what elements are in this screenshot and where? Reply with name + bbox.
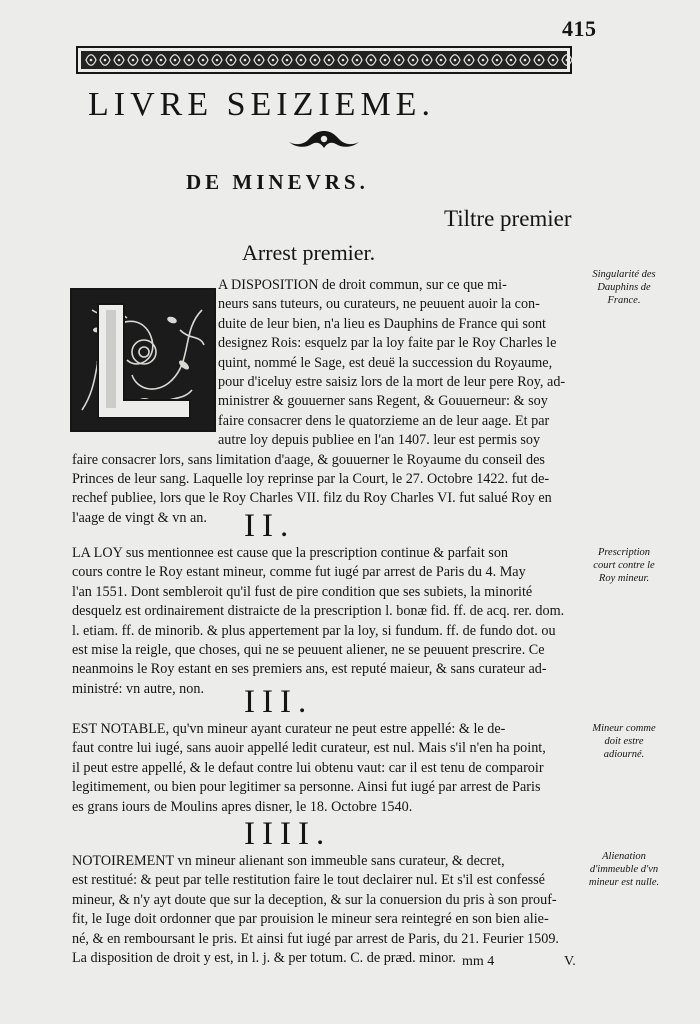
section-4-line: est restitué: & peut par telle restitution faire le tout declairer nul. Et s'il est confessé (72, 872, 545, 889)
section-3-line: es grans iours de Moulins apres disner, le 18. Octobre 1540. (72, 798, 413, 815)
section-1-line: rechef publiee, lors que le Roy Charles VII. filz du Roy Charles VI. fut salué Roy en (72, 490, 552, 507)
part-title: DE MINEVRS. (186, 170, 369, 194)
section-2-line: desquelz est ordinairement distraicte de la prescription l. bonæ fid. ff. de acq. rer. dom. (72, 603, 565, 620)
section-1-line: autre loy depuis publiee en l'an 1407. leur est permis soy (218, 432, 541, 449)
section-3-text (72, 720, 580, 817)
section-2-text (72, 544, 580, 699)
section-1-line: A DISPOSITION de droit commun, sur ce que mi- (218, 277, 507, 293)
section-1-line: faire consacrer dens le quatorzieme an de leur aage. Et par (218, 412, 550, 429)
title-label: Tiltre premier (444, 206, 572, 231)
section-3-line: faut contre lui iugé, sans auoir appellé ledit curateur, est nul. Mais s'il n'en ha point, (72, 740, 546, 757)
section-4-text (72, 852, 580, 968)
section-1-line: Princes de leur sang. Laquelle loy reprinse par la Court, le 27. Octobre 1422. fut de- (72, 471, 550, 488)
section-2-line: est mise la reigle, que choses, qui ne se peuuent aliener, ne se peuuent prescrire. Ce (72, 642, 545, 659)
section-4-line: mineur, & n'y ayt doute que sur la deception, & sur la conuersion du pris à son prouf- (72, 891, 557, 908)
headpiece-ornament (76, 46, 572, 74)
signature-mark: mm 4 (462, 954, 495, 969)
section-4-line: La disposition de droit y est, in l. j. & per totum. C. de præd. minor. (72, 950, 456, 967)
catchword: V. (564, 954, 576, 969)
section-2-line: cours contre le Roy estant mineur, comme fut iugé par arrest de Paris du 4. May (72, 564, 526, 581)
section-1-line: designez Rois: esquelz par la loy faite par le Roy Charles le (218, 335, 557, 352)
section-2-line: l. etiam. ff. de minorib. & plus appertement par la loy, si fundum. ff. de fundo dot. ou (72, 622, 556, 639)
section-1-line: faire consacrer lors, sans limitation d'aage, & gouuerner le Royaume du conseil des (72, 451, 545, 468)
section-1-line: neurs sans tuteurs, ou curateurs, ne peuuent auoir la con- (218, 296, 540, 313)
fleuron-ornament (286, 128, 362, 152)
section-2-line: l'an 1551. Dont sembleroit qu'il fust de pire condition que ses subiets, la minorité (72, 583, 533, 600)
section-4-line: né, & en remboursant le pris. Et ainsi fut iugé par arrest de Paris, du 21. Feurier 1509. (72, 930, 559, 947)
section-1-line: pour d'iceluy estre saisiz lors de la mort de leur pere Roy, ad- (218, 374, 566, 391)
section-1-line: l'aage de vingt & vn an. (72, 509, 207, 526)
section-1-line: quint, nommé le Sage, est deuë la succession du Royaume, (218, 354, 553, 371)
section-2-line: neanmoins le Roy estant en ses premiers ans, est reputé maieur, & sans curateur ad- (72, 661, 547, 678)
marginal-note-4: Alienation d'immeuble d'vn mineur est nulle. (588, 851, 660, 888)
section-2-line: ministré: vn autre, non. (72, 680, 204, 697)
section-2-line: LA LOY sus mentionnee est cause que la prescription continue & parfait son (72, 545, 509, 561)
section-4-numeral: IIII. (244, 816, 332, 852)
arrest-heading: Arrest premier. (242, 240, 376, 265)
section-2-numeral: II. (244, 508, 296, 544)
section-1-line: ministrer & gouuerner sans Regent, & Gouuerneur: & soy (218, 393, 548, 410)
section-3-numeral: III. (244, 684, 314, 720)
section-3-line: il peut estre appellé, & le defaut contre lui obtenu vaut: car il est tenu de comparoir (72, 759, 544, 776)
section-3-line: EST NOTABLE, qu'vn mineur ayant curateur ne peut estre appellé: & le de- (72, 721, 506, 737)
book-title: LIVRE SEIZIEME. (88, 86, 435, 123)
marginal-note-3: Mineur comme doit estre adiourné. (592, 723, 656, 760)
section-1-line: duite de leur bien, n'a lieu es Dauphins de France qui sont (218, 315, 546, 332)
section-4-line: fit, le Iuge doit ordonner que par prouision le mineur sera reintegré en son bien alie- (72, 911, 549, 928)
page-number: 415 (562, 16, 597, 41)
marginal-note-1: Singularité des Dauphins de France. (592, 269, 656, 306)
marginal-note-2: Prescription court contre le Roy mineur. (593, 547, 655, 584)
section-1-text (72, 276, 580, 528)
section-4-line: NOTOIREMENT vn mineur alienant son immeuble sans curateur, & decret, (72, 853, 505, 869)
section-3-line: legitimement, ou bien pour legitimer sa personne. Ainsi fut iugé par arrest de Paris (72, 779, 541, 796)
